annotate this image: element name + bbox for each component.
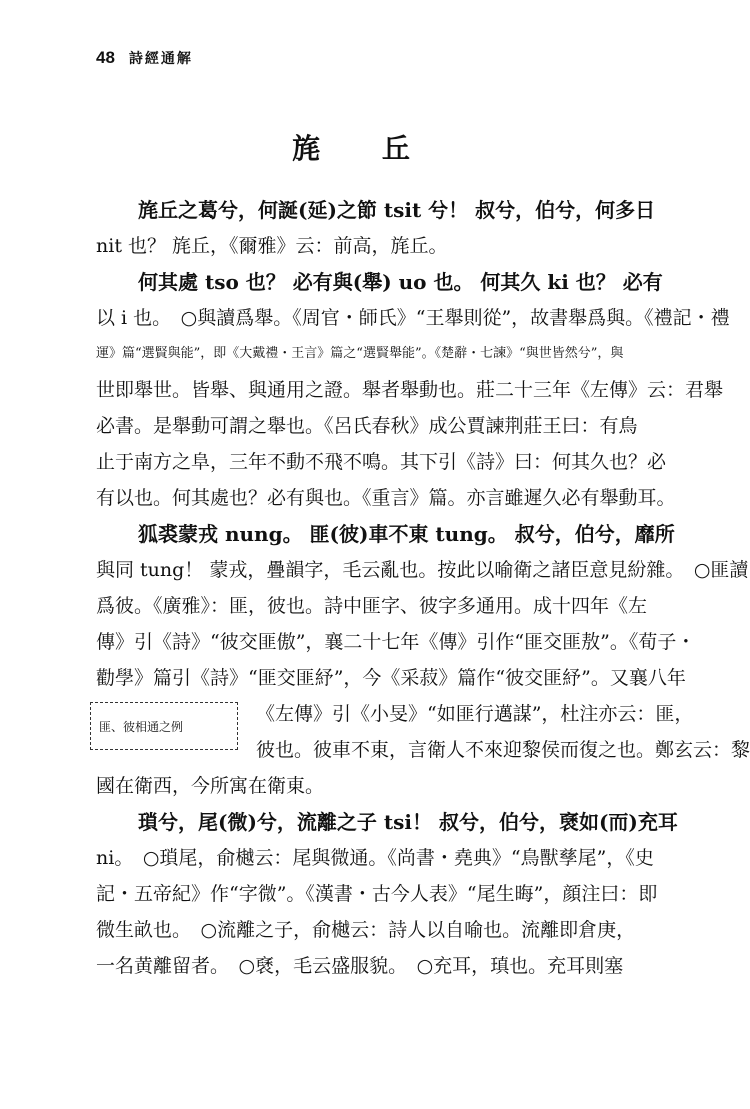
text-line: 《左傳》引《小旻》“如匪行邁謀”，杜注亦云：匪， (256, 703, 694, 725)
page-header (96, 48, 193, 68)
text-line: 狐裘蒙戎 nung。 匪(彼)車不東 tung。 叔兮，伯兮，靡所 (138, 522, 675, 546)
text-line: 傳》引《詩》“彼交匪傲”，襄二十七年《傳》引作“匪交匪敖”。《荀子・ (96, 631, 696, 653)
text-line: 必書。是舉動可謂之舉也。《呂氏春秋》成公賈諫荆莊王曰：有鳥 (96, 415, 638, 437)
text-line: 彼也。彼車不東，言衛人不來迎黎侯而復之也。鄭玄云：黎 (256, 739, 750, 761)
page-body (96, 192, 750, 984)
text-line: 何其處 tso 也？ 必有與(舉) uo 也。 何其久 ki 也？ 必有 (138, 270, 663, 294)
page-number: 48 (96, 48, 115, 67)
text-line: 世即舉世。皆舉、與通用之證。舉者舉動也。莊二十三年《左傳》云：君舉 (96, 379, 724, 401)
text-line: 止于南方之阜，三年不動不飛不鳴。其下引《詩》曰：何其久也？必 (96, 451, 667, 473)
text-line: 記・五帝紀》作“字微”。《漢書・古今人表》“尾生晦”，顔注曰：即 (96, 883, 658, 905)
poem-title: 旄 丘 (292, 132, 436, 165)
text-line: 與同 tung！ 蒙戎，疊韻字，毛云亂也。按此以喻衛之諸臣意見紛雜。 ○匪讀 (96, 559, 749, 581)
text-line: 瑣兮，尾(微)兮，流離之子 tsi！ 叔兮，伯兮，褎如(而)充耳 (138, 810, 678, 834)
text-line: 一名黄離留者。 ○褎，毛云盛服貌。 ○充耳，瑱也。充耳則塞 (96, 955, 624, 977)
text-line: 國在衛西，今所寓在衛東。 (96, 775, 325, 797)
text-line: 旄丘之葛兮，何誕(延)之節 tsit 兮！ 叔兮，伯兮，何多日 (138, 198, 656, 222)
book-title: 詩經通解 (128, 51, 193, 67)
margin-note: 匪、彼相通之例 (90, 702, 238, 750)
text-line: nit 也？ 旄丘，《爾雅》云：前高，旄丘。 (96, 235, 448, 257)
text-line: 爲彼。《廣雅》：匪，彼也。詩中匪字、彼字多通用。成十四年《左 (96, 595, 648, 617)
text-line: ni。 ○瑣尾，俞樾云：尾與微通。《尚書・堯典》“鳥獸孳尾”，《史 (96, 847, 654, 869)
sidenote-row (96, 696, 694, 734)
text-line: 勸學》篇引《詩》“匪交匪紓”，今《采菽》篇作“彼交匪紓”。又襄八年 (96, 667, 686, 689)
text-line: 微生畝也。 ○流離之子，俞樾云：詩人以自喻也。流離即倉庚， (96, 919, 636, 941)
text-line: 運》篇“選賢與能”，即《大戴禮・王言》篇之“選賢舉能”。《楚辭・七諫》“與世皆然兮”，與 (96, 346, 624, 361)
text-line: 以 i 也。 ○與讀爲舉。《周官・師氏》“王舉則從”，故書舉爲與。《禮記・禮 (96, 307, 730, 329)
text-line: 有以也。何其處也？必有與也。《重言》篇。亦言雖遲久必有舉動耳。 (96, 487, 676, 509)
